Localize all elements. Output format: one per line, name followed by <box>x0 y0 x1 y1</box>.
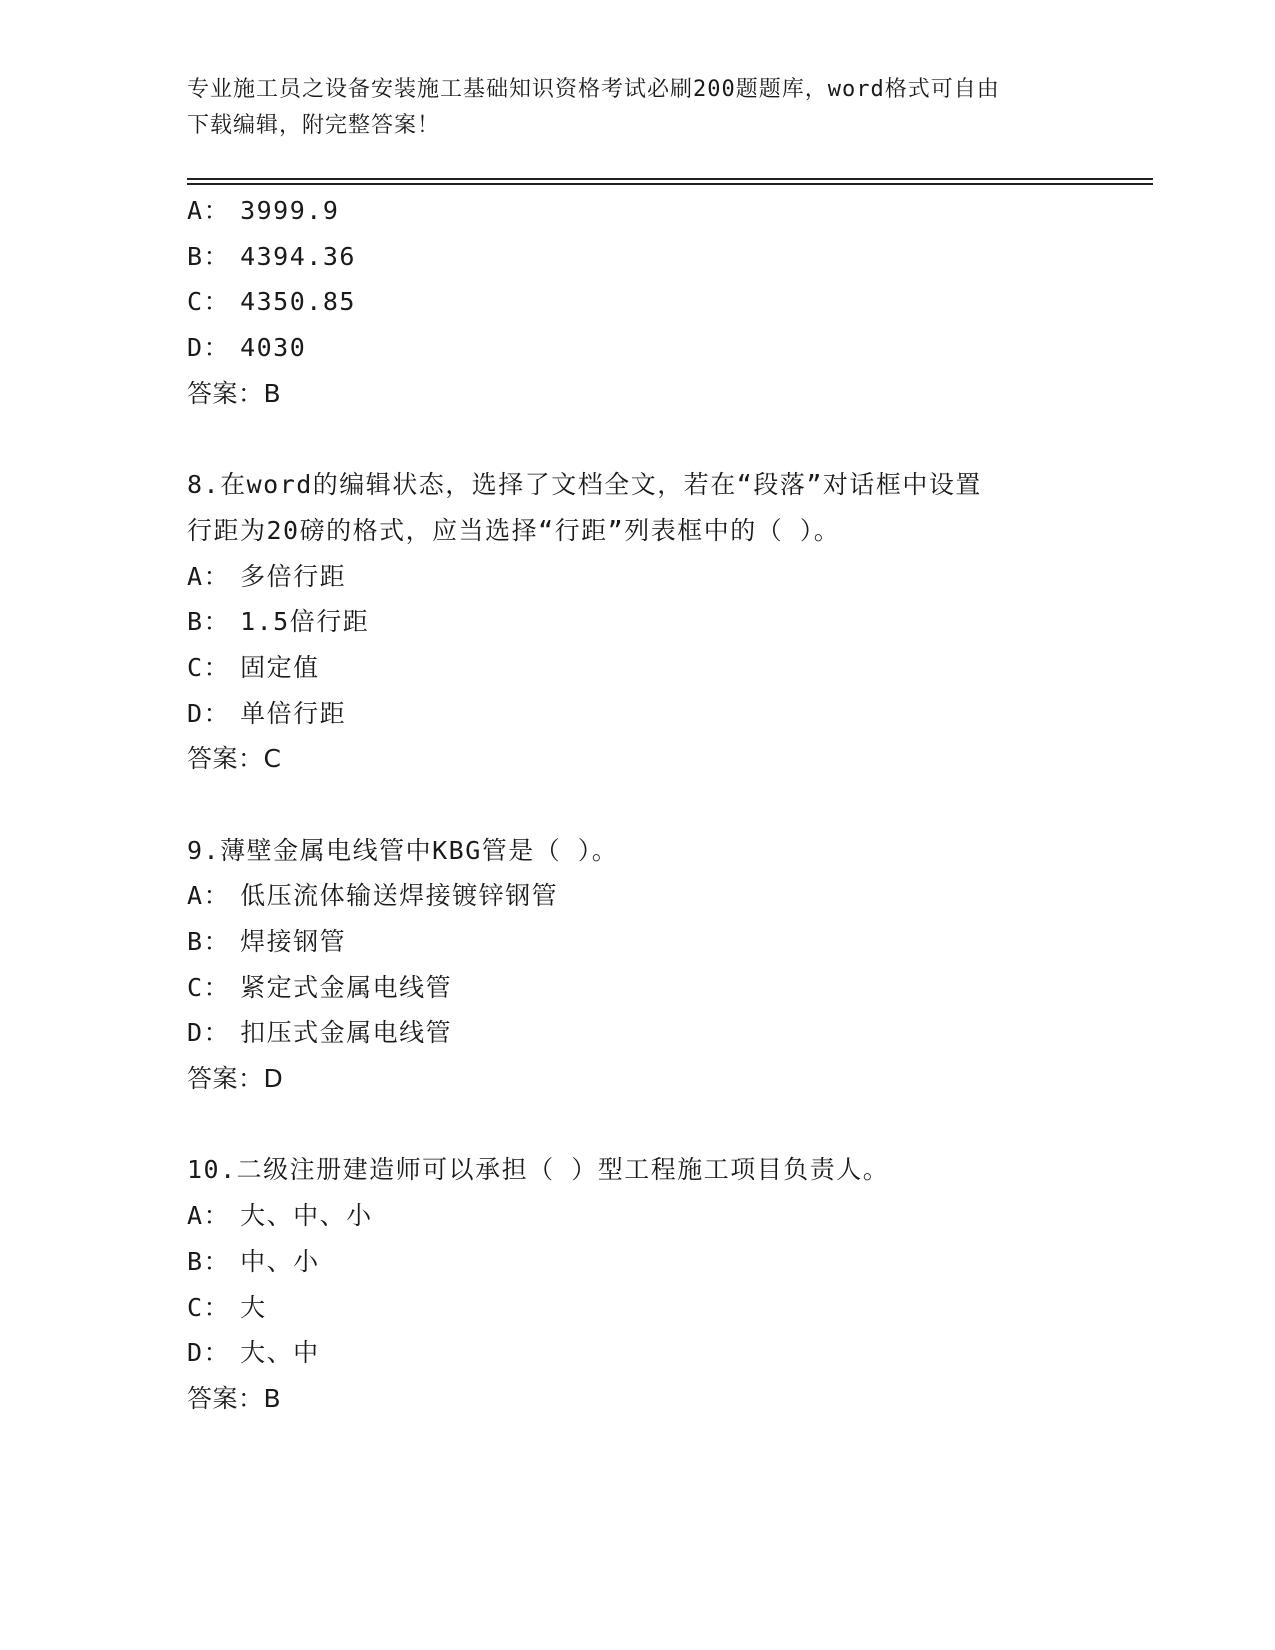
header-line-2: 下载编辑，附完整答案！ <box>187 113 441 138</box>
question-stem: 8.在word的编辑状态，选择了文档全文，若在“段落”对话框中设置 <box>187 470 982 500</box>
answer: 答案：B <box>187 378 282 408</box>
option-a: A： 3999.9 <box>187 196 340 225</box>
option-d: D： 单倍行距 <box>187 698 347 728</box>
question-8 <box>187 462 1153 782</box>
option-c: C： 4350.85 <box>187 287 356 317</box>
question-stem: 行距为20磅的格式，应当选择“行距”列表框中的（ ）。 <box>187 515 841 545</box>
option-c: C： 紧定式金属电线管 <box>187 972 453 1002</box>
option-d: D： 4030 <box>187 333 307 363</box>
answer: 答案：B <box>187 1383 282 1413</box>
answer: 答案：D <box>187 1064 284 1094</box>
header-line-1: 专业施工员之设备安装施工基础知识资格考试必刷200题题库，word格式可自由 <box>187 77 1000 102</box>
spacer <box>187 1102 1153 1148</box>
option-a: A： 低压流体输送焊接镀锌钢管 <box>187 881 559 911</box>
option-d: D： 扣压式金属电线管 <box>187 1018 453 1048</box>
question-stem: 10.二级注册建造师可以承担（ ）型工程施工项目负责人。 <box>187 1155 890 1185</box>
spacer <box>187 782 1153 828</box>
option-b: B： 中、小 <box>187 1246 320 1276</box>
option-a: A： 大、中、小 <box>187 1201 373 1231</box>
question-stem: 9.薄壁金属电线管中KBG管是（ ）。 <box>187 835 619 865</box>
option-d: D： 大、中 <box>187 1338 320 1368</box>
question-list <box>187 188 1153 1422</box>
header-rule-bottom <box>187 183 1153 185</box>
answer: 答案：C <box>187 744 282 774</box>
question-10 <box>187 1147 1153 1421</box>
option-b: B： 4394.36 <box>187 241 356 271</box>
option-b: B： 1.5倍行距 <box>187 607 370 637</box>
question-7 <box>187 188 1153 416</box>
document-header <box>187 72 1067 144</box>
option-a: A： 多倍行距 <box>187 561 347 591</box>
spacer <box>187 416 1153 462</box>
option-b: B： 焊接钢管 <box>187 927 347 956</box>
question-9 <box>187 828 1153 1102</box>
option-c: C： 大 <box>187 1292 267 1322</box>
option-c: C： 固定值 <box>187 652 320 682</box>
header-rule-top <box>187 178 1153 180</box>
